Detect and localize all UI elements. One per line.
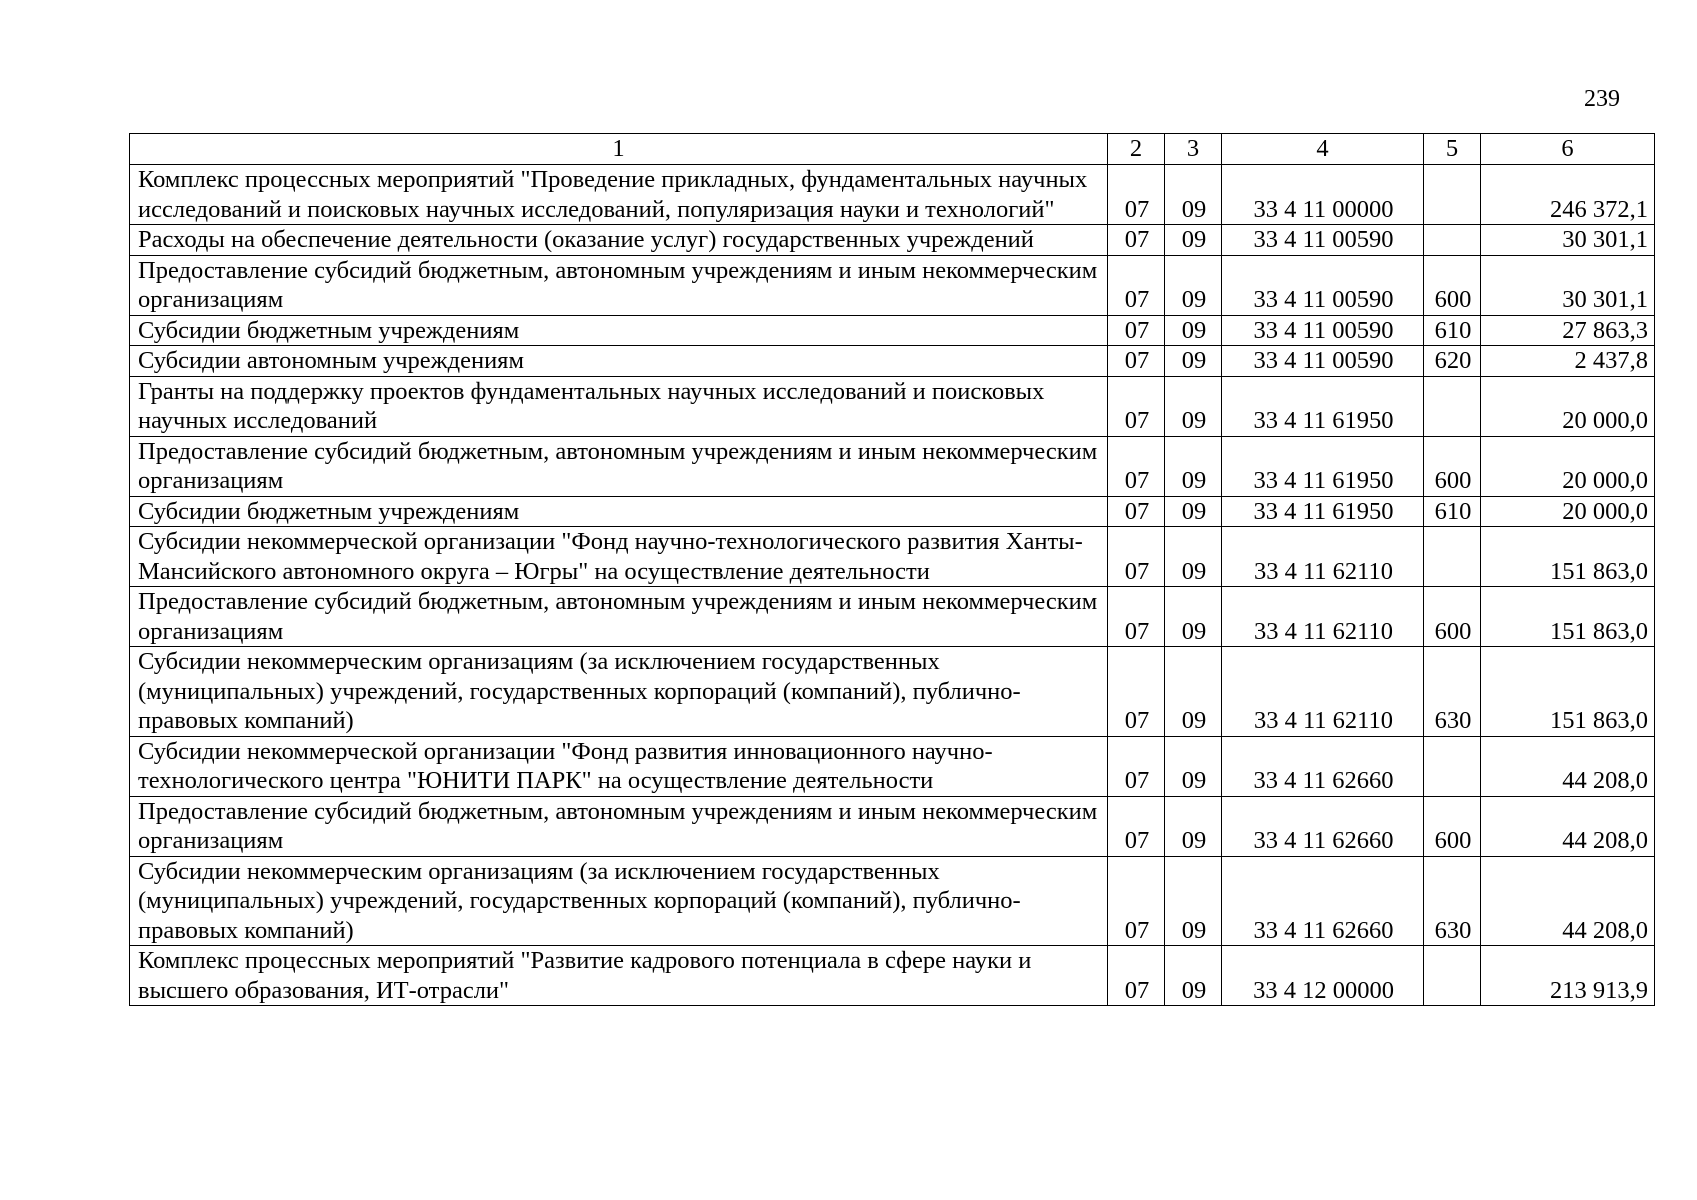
- table-body: [130, 165, 1655, 1006]
- amount-cell: 151 863,0: [1481, 587, 1655, 647]
- table-header: [130, 134, 1655, 165]
- header-row: [130, 134, 1655, 165]
- section-code-cell: 07: [1108, 946, 1165, 1006]
- subsection-code-cell: 09: [1165, 376, 1222, 436]
- table-row: [130, 946, 1655, 1006]
- target-article-code-cell: 33 4 11 62660: [1222, 796, 1424, 856]
- subsection-code-cell: 09: [1165, 255, 1222, 315]
- item-name-cell: Субсидии некоммерческой организации "Фонд развития инновационного научно-технологического центра "ЮНИТИ ПАРК" на осуществление деятельности: [130, 736, 1108, 796]
- item-name-cell: Субсидии автономным учреждениям: [130, 346, 1108, 377]
- amount-cell: 20 000,0: [1481, 376, 1655, 436]
- item-name-cell: Субсидии некоммерческим организациям (за исключением государственных (муниципальных) учреждений, государственных корпораций (компаний), публично-правовых компаний): [130, 856, 1108, 946]
- subsection-code-cell: 09: [1165, 315, 1222, 346]
- section-code-cell: 07: [1108, 436, 1165, 496]
- expense-type-code-cell: 600: [1424, 255, 1481, 315]
- expense-type-code-cell: 630: [1424, 647, 1481, 737]
- amount-cell: 151 863,0: [1481, 647, 1655, 737]
- table-row: [130, 225, 1655, 256]
- expense-type-code-cell: [1424, 736, 1481, 796]
- amount-cell: 44 208,0: [1481, 796, 1655, 856]
- target-article-code-cell: 33 4 11 00590: [1222, 225, 1424, 256]
- expense-type-code-cell: [1424, 165, 1481, 225]
- subsection-code-cell: 09: [1165, 736, 1222, 796]
- subsection-code-cell: 09: [1165, 165, 1222, 225]
- amount-cell: 246 372,1: [1481, 165, 1655, 225]
- expense-type-code-cell: 630: [1424, 856, 1481, 946]
- subsection-code-cell: 09: [1165, 225, 1222, 256]
- target-article-code-cell: 33 4 11 61950: [1222, 436, 1424, 496]
- item-name-cell: Субсидии некоммерческим организациям (за исключением государственных (муниципальных) учреждений, государственных корпораций (компаний), публично-правовых компаний): [130, 647, 1108, 737]
- section-code-cell: 07: [1108, 165, 1165, 225]
- section-code-cell: 07: [1108, 496, 1165, 527]
- expense-type-code-cell: 600: [1424, 436, 1481, 496]
- expense-type-code-cell: [1424, 946, 1481, 1006]
- amount-cell: 30 301,1: [1481, 255, 1655, 315]
- table-row: [130, 796, 1655, 856]
- subsection-code-cell: 09: [1165, 346, 1222, 377]
- header-col-4: 4: [1222, 134, 1424, 165]
- item-name-cell: Гранты на поддержку проектов фундаментальных научных исследований и поисковых научных исследований: [130, 376, 1108, 436]
- section-code-cell: 07: [1108, 856, 1165, 946]
- section-code-cell: 07: [1108, 587, 1165, 647]
- table-row: [130, 647, 1655, 737]
- amount-cell: 44 208,0: [1481, 856, 1655, 946]
- table-row: [130, 165, 1655, 225]
- amount-cell: 20 000,0: [1481, 436, 1655, 496]
- amount-cell: 30 301,1: [1481, 225, 1655, 256]
- table-row: [130, 527, 1655, 587]
- subsection-code-cell: 09: [1165, 527, 1222, 587]
- section-code-cell: 07: [1108, 736, 1165, 796]
- expense-type-code-cell: 610: [1424, 496, 1481, 527]
- item-name-cell: Предоставление субсидий бюджетным, автономным учреждениям и иным некоммерческим организациям: [130, 436, 1108, 496]
- expense-type-code-cell: 600: [1424, 587, 1481, 647]
- item-name-cell: Расходы на обеспечение деятельности (оказание услуг) государственных учреждений: [130, 225, 1108, 256]
- section-code-cell: 07: [1108, 796, 1165, 856]
- expense-type-code-cell: 610: [1424, 315, 1481, 346]
- target-article-code-cell: 33 4 11 61950: [1222, 496, 1424, 527]
- target-article-code-cell: 33 4 11 62110: [1222, 647, 1424, 737]
- subsection-code-cell: 09: [1165, 946, 1222, 1006]
- table-row: [130, 587, 1655, 647]
- target-article-code-cell: 33 4 11 00590: [1222, 346, 1424, 377]
- amount-cell: 44 208,0: [1481, 736, 1655, 796]
- item-name-cell: Предоставление субсидий бюджетным, автономным учреждениям и иным некоммерческим организациям: [130, 255, 1108, 315]
- expense-type-code-cell: [1424, 376, 1481, 436]
- table-row: [130, 856, 1655, 946]
- expense-type-code-cell: [1424, 527, 1481, 587]
- subsection-code-cell: 09: [1165, 436, 1222, 496]
- item-name-cell: Субсидии некоммерческой организации "Фонд научно-технологического развития Ханты-Мансийского автономного округа – Югры" на осуществление деятельности: [130, 527, 1108, 587]
- header-col-6: 6: [1481, 134, 1655, 165]
- amount-cell: 27 863,3: [1481, 315, 1655, 346]
- expense-type-code-cell: [1424, 225, 1481, 256]
- section-code-cell: 07: [1108, 527, 1165, 587]
- table-row: [130, 376, 1655, 436]
- header-col-2: 2: [1108, 134, 1165, 165]
- subsection-code-cell: 09: [1165, 856, 1222, 946]
- item-name-cell: Комплекс процессных мероприятий "Развитие кадрового потенциала в сфере науки и высшего образования, ИТ-отрасли": [130, 946, 1108, 1006]
- header-col-5: 5: [1424, 134, 1481, 165]
- amount-cell: 20 000,0: [1481, 496, 1655, 527]
- budget-table: [129, 133, 1655, 1006]
- table-row: [130, 255, 1655, 315]
- target-article-code-cell: 33 4 11 62660: [1222, 856, 1424, 946]
- amount-cell: 213 913,9: [1481, 946, 1655, 1006]
- header-col-3: 3: [1165, 134, 1222, 165]
- table-row: [130, 315, 1655, 346]
- table-row: [130, 346, 1655, 377]
- subsection-code-cell: 09: [1165, 647, 1222, 737]
- target-article-code-cell: 33 4 12 00000: [1222, 946, 1424, 1006]
- table-row: [130, 496, 1655, 527]
- subsection-code-cell: 09: [1165, 796, 1222, 856]
- item-name-cell: Комплекс процессных мероприятий "Проведение прикладных, фундаментальных научных исследований и поисковых научных исследований, популяризация науки и технологий": [130, 165, 1108, 225]
- target-article-code-cell: 33 4 11 61950: [1222, 376, 1424, 436]
- subsection-code-cell: 09: [1165, 587, 1222, 647]
- item-name-cell: Субсидии бюджетным учреждениям: [130, 496, 1108, 527]
- target-article-code-cell: 33 4 11 00590: [1222, 255, 1424, 315]
- target-article-code-cell: 33 4 11 00590: [1222, 315, 1424, 346]
- amount-cell: 2 437,8: [1481, 346, 1655, 377]
- amount-cell: 151 863,0: [1481, 527, 1655, 587]
- section-code-cell: 07: [1108, 376, 1165, 436]
- section-code-cell: 07: [1108, 315, 1165, 346]
- header-col-1: 1: [130, 134, 1108, 165]
- expense-type-code-cell: 600: [1424, 796, 1481, 856]
- subsection-code-cell: 09: [1165, 496, 1222, 527]
- target-article-code-cell: 33 4 11 62110: [1222, 527, 1424, 587]
- page-number: 239: [1584, 86, 1620, 112]
- item-name-cell: Предоставление субсидий бюджетным, автономным учреждениям и иным некоммерческим организациям: [130, 796, 1108, 856]
- table-row: [130, 736, 1655, 796]
- target-article-code-cell: 33 4 11 00000: [1222, 165, 1424, 225]
- target-article-code-cell: 33 4 11 62110: [1222, 587, 1424, 647]
- item-name-cell: Предоставление субсидий бюджетным, автономным учреждениям и иным некоммерческим организациям: [130, 587, 1108, 647]
- item-name-cell: Субсидии бюджетным учреждениям: [130, 315, 1108, 346]
- expense-type-code-cell: 620: [1424, 346, 1481, 377]
- section-code-cell: 07: [1108, 647, 1165, 737]
- section-code-cell: 07: [1108, 225, 1165, 256]
- section-code-cell: 07: [1108, 255, 1165, 315]
- target-article-code-cell: 33 4 11 62660: [1222, 736, 1424, 796]
- section-code-cell: 07: [1108, 346, 1165, 377]
- table-row: [130, 436, 1655, 496]
